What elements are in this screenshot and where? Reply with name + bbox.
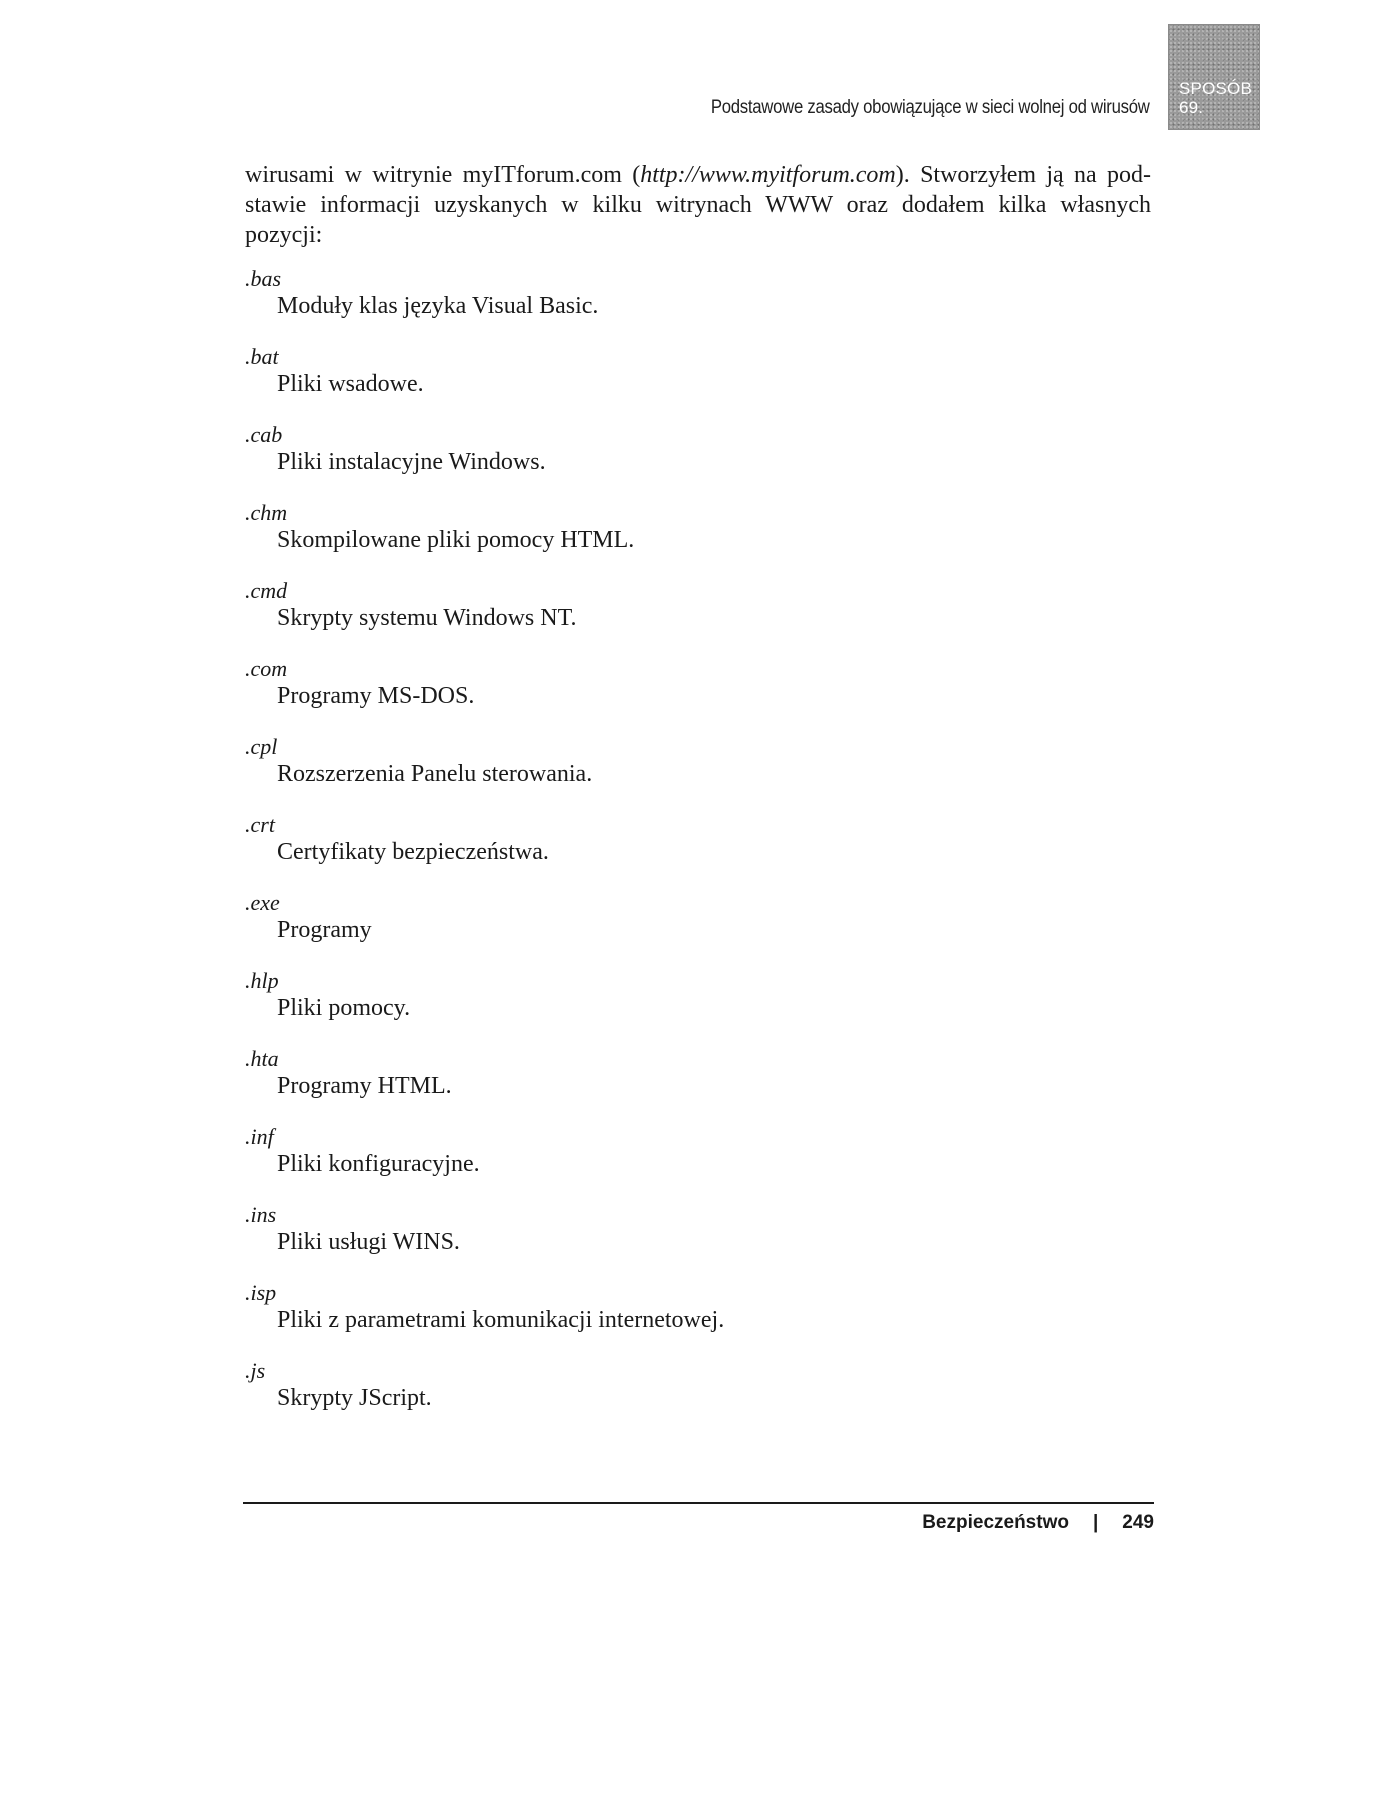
extension-description: Certyfikaty bezpieczeństwa. — [277, 839, 549, 865]
page-footer — [922, 1512, 1154, 1534]
extension-entry — [245, 811, 1151, 889]
extension-entry — [245, 343, 1151, 421]
footer-section-title: Bezpieczeństwo — [922, 1512, 1069, 1533]
extension-entry — [245, 889, 1151, 967]
hack-number-tab — [1168, 24, 1260, 130]
footer-separator: | — [1092, 1512, 1099, 1533]
page-content — [245, 160, 1151, 1435]
extension-description: Skrypty JScript. — [277, 1385, 432, 1411]
extension-name: .isp — [245, 1280, 277, 1305]
extension-entry — [245, 421, 1151, 499]
extension-entry — [245, 499, 1151, 577]
extension-entry — [245, 733, 1151, 811]
hack-label-word: SPOSÓB — [1179, 79, 1253, 98]
extension-list — [245, 265, 1151, 1435]
extension-name: .inf — [245, 1124, 274, 1149]
extension-entry — [245, 577, 1151, 655]
extension-description: Pliki instalacyjne Windows. — [277, 449, 546, 475]
extension-entry — [245, 1045, 1151, 1123]
extension-name: .cmd — [245, 578, 288, 603]
page-number: 249 — [1122, 1512, 1154, 1533]
intro-text-end: ). Stworzyłem ją na podstawie informacji uzyskanych w kilku witrynach WWW oraz dodałem kilka własnych pozycji: — [245, 162, 1151, 248]
extension-name: .bat — [245, 344, 279, 369]
extension-entry — [245, 265, 1151, 343]
extension-name: .hta — [245, 1046, 279, 1071]
extension-description: Moduły klas języka Visual Basic. — [277, 293, 599, 319]
extension-name: .cpl — [245, 734, 278, 759]
running-head: Podstawowe zasady obowiązujące w sieci wolnej od wirusów — [711, 97, 1150, 118]
extension-description: Programy — [277, 917, 372, 943]
extension-description: Pliki pomocy. — [277, 995, 411, 1021]
extension-name: .exe — [245, 890, 280, 915]
extension-entry — [245, 1279, 1151, 1357]
extension-name: .crt — [245, 812, 275, 837]
extension-name: .cab — [245, 422, 283, 447]
extension-name: .ins — [245, 1202, 277, 1227]
extension-description: Pliki z parametrami komunikacji internetowej. — [277, 1307, 725, 1333]
extension-name: .hlp — [245, 968, 279, 993]
extension-entry — [245, 967, 1151, 1045]
intro-text-start: wirusami w witrynie myITforum.com ( — [245, 162, 641, 188]
extension-name: .com — [245, 656, 288, 681]
extension-name: .bas — [245, 266, 282, 291]
extension-name: .js — [245, 1358, 266, 1383]
intro-url: http://www.myitforum.com — [640, 162, 896, 188]
hack-number: 69. — [1179, 98, 1204, 117]
extension-description: Pliki konfiguracyjne. — [277, 1151, 480, 1177]
extension-entry — [245, 1201, 1151, 1279]
extension-name: .chm — [245, 500, 288, 525]
extension-description: Pliki wsadowe. — [277, 371, 424, 397]
extension-entry — [245, 1123, 1151, 1201]
extension-entry — [245, 655, 1151, 733]
hack-number-label — [1179, 79, 1252, 117]
extension-description: Programy HTML. — [277, 1073, 452, 1099]
extension-entry — [245, 1357, 1151, 1435]
footer-rule — [243, 1502, 1154, 1504]
extension-description: Programy MS-DOS. — [277, 683, 475, 709]
intro-paragraph — [245, 160, 1151, 250]
extension-description: Pliki usługi WINS. — [277, 1229, 460, 1255]
extension-description: Skompilowane pliki pomocy HTML. — [277, 527, 635, 553]
extension-description: Skrypty systemu Windows NT. — [277, 605, 577, 631]
extension-description: Rozszerzenia Panelu sterowania. — [277, 761, 593, 787]
